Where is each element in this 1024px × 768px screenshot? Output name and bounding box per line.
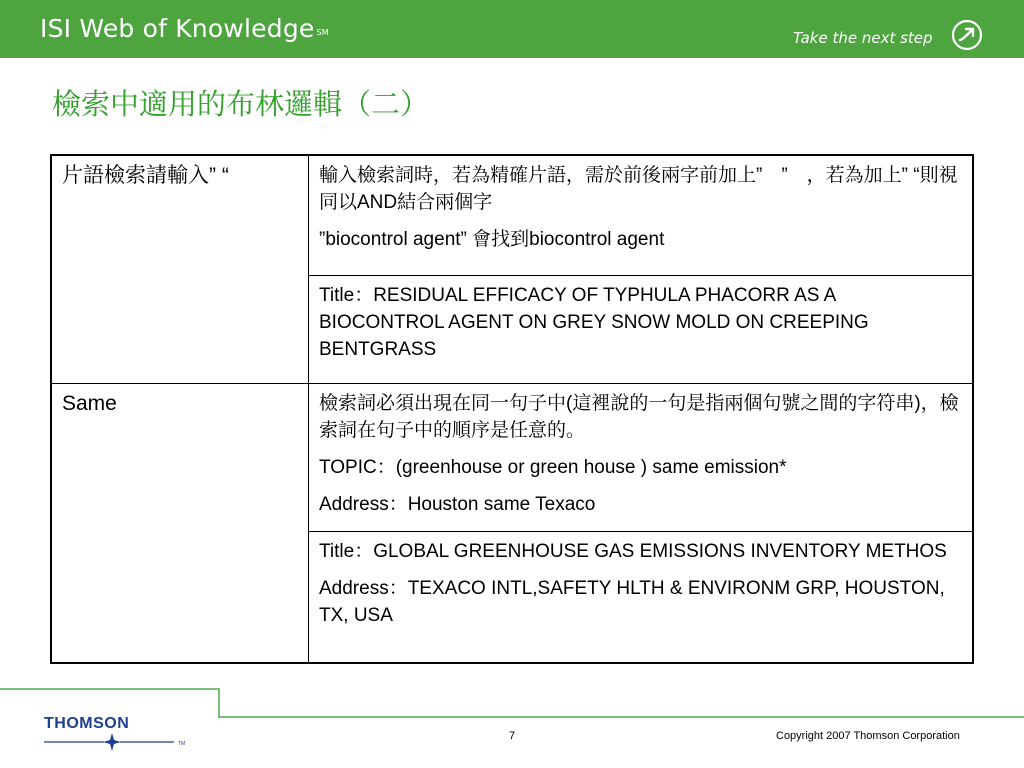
boolean-operator-table bbox=[50, 154, 974, 664]
example-text: Title：GLOBAL GREENHOUSE GAS EMISSIONS INVENTORY METHOS bbox=[319, 540, 947, 562]
brand-title bbox=[40, 12, 329, 46]
description-text: Address：Houston same Texaco bbox=[319, 493, 596, 515]
footer-divider bbox=[0, 688, 220, 690]
header-bar bbox=[0, 0, 1024, 58]
term-phrase: 片語檢索請輸入” “ bbox=[62, 164, 229, 187]
thomson-logo bbox=[42, 712, 192, 754]
brand-service-mark: SM bbox=[316, 28, 329, 37]
term-cell-same bbox=[51, 383, 309, 663]
example-cell bbox=[309, 275, 974, 383]
table-row bbox=[51, 155, 973, 275]
tagline: Take the next step bbox=[793, 29, 933, 47]
description-cell bbox=[309, 155, 974, 275]
example-text: Address：TEXACO INTL,SAFETY HLTH & ENVIRONM GRP, HOUSTON, TX, USA bbox=[319, 577, 945, 626]
footer-divider bbox=[218, 716, 1024, 718]
footer-divider bbox=[218, 688, 220, 718]
table-row bbox=[51, 383, 973, 531]
arrow-circle-icon bbox=[951, 19, 983, 51]
brand-text: ISI Web of Knowledge bbox=[40, 14, 315, 43]
description-text: 輸入檢索詞時，若為精確片語，需於前後兩字前加上” ” ，若為加上” “則視同以AND結合兩個字 bbox=[319, 165, 958, 213]
term-same: Same bbox=[62, 391, 117, 415]
description-text: ”biocontrol agent” 會找到biocontrol agent bbox=[319, 229, 665, 250]
description-text: TOPIC：(greenhouse or green house ) same emission* bbox=[319, 456, 787, 478]
description-text: 檢索詞必須出現在同一句子中(這裡說的一句是指兩個句號之間的字符串)，檢索詞在句子中的順序是任意的。 bbox=[319, 392, 959, 441]
term-cell-phrase bbox=[51, 155, 309, 383]
description-cell bbox=[309, 383, 974, 531]
copyright-text: Copyright 2007 Thomson Corporation bbox=[776, 730, 960, 742]
example-cell bbox=[309, 531, 974, 663]
example-text: Title：RESIDUAL EFFICACY OF TYPHULA PHACORR AS A BIOCONTROL AGENT ON GREY SNOW MOLD ON CREEPING BENTGRASS bbox=[319, 284, 869, 360]
page-number: 7 bbox=[508, 730, 516, 742]
logo-text: THOMSON bbox=[44, 715, 130, 732]
slide-title: 檢索中適用的布林邏輯（二） bbox=[52, 87, 430, 121]
logo-trademark: TM bbox=[178, 741, 186, 747]
